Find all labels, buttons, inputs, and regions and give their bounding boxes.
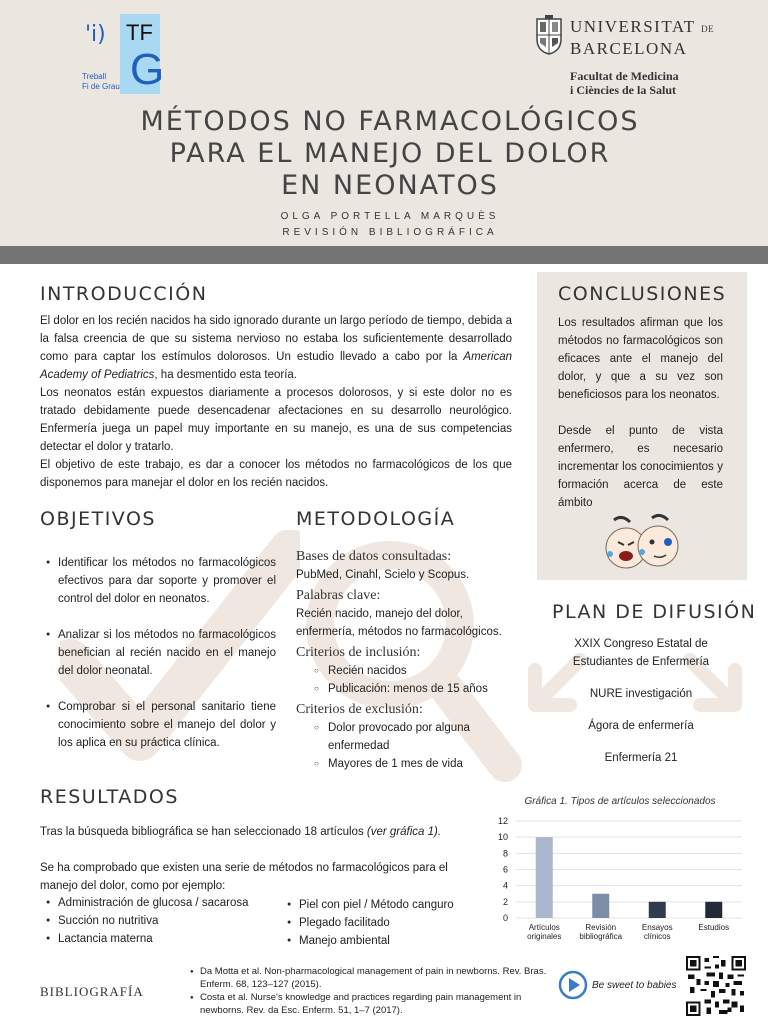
intro-p1-end: , ha desmentido esta teoría. xyxy=(154,369,297,381)
introduccion-paragraph-3: El objetivo de este trabajo, es dar a conocer los métodos no farmacológicos de los que disponemos para manejar el dolor en los recién nacidos. xyxy=(40,459,512,489)
resultados-body xyxy=(40,823,485,895)
poster-title xyxy=(100,106,680,202)
introduccion-heading: INTRODUCCIÓN xyxy=(40,283,208,305)
author-name: OLGA PORTELLA MARQUÈS xyxy=(280,211,500,222)
exclusion-list xyxy=(314,719,504,773)
faculty-name xyxy=(570,69,679,97)
university-name-line1: UNIVERSITAT xyxy=(570,17,696,36)
university-name xyxy=(570,17,714,58)
bibliografia-list xyxy=(190,965,550,1017)
conclusiones-paragraph-1: Los resultados afirman que los métodos no farmacológicos son eficaces ante el manejo del dolor, y que a su vez son beneficiosos para los neonatos. xyxy=(558,317,723,401)
chart-svg xyxy=(490,811,750,956)
chart-x-tick-label: Ensayos xyxy=(641,923,673,932)
objetivo-item: ● Identificar los métodos no farmacológicos efectivos para dar soporte y promover el control del dolor en neonatos. xyxy=(46,554,276,608)
university-crest-icon xyxy=(535,15,563,55)
tfg-sub-line1: Treball xyxy=(82,72,107,81)
claves-heading: Palabras clave: xyxy=(296,588,381,603)
objetivo-item: ● Analizar si los métodos no farmacológicos benefician al recién nacido en el manejo del dolor neonatal. xyxy=(46,626,276,680)
conclusiones-paragraph-2: Desde el punto de vista enfermero, es necesario incrementar los conocimientos y formación acerca de este ámbito xyxy=(558,425,723,509)
metodo-item: ● Manejo ambiental xyxy=(287,932,487,950)
qr-code-icon[interactable] xyxy=(686,956,746,1016)
metodologia-heading: METODOLOGÍA xyxy=(296,508,456,530)
chart-x-tick-label: originales xyxy=(527,932,562,941)
play-video-icon[interactable] xyxy=(558,970,588,1000)
difusion-item: Ágora de enfermería xyxy=(588,720,694,732)
title-line-1: MÉTODOS NO FARMACOLÓGICOS xyxy=(140,106,640,137)
metodos-list-col2 xyxy=(287,896,487,950)
chart-bar xyxy=(592,894,609,918)
faculty-line2: i Ciències de la Salut xyxy=(570,83,677,97)
metodo-item: ● Lactancia materna xyxy=(46,930,286,948)
babies-faces-icon xyxy=(596,512,686,572)
chart-y-tick-label: 0 xyxy=(502,913,508,923)
tfg-logo-letters: TF xyxy=(126,20,153,45)
title-line-2: PARA EL MANEJO DEL DOLOR xyxy=(169,138,611,169)
bibliografia-heading: BIBLIOGRAFÍA xyxy=(40,984,144,999)
inclusion-heading: Criterios de inclusión: xyxy=(296,645,421,660)
tfg-sub-line2: Fi de Grau xyxy=(82,82,120,91)
difusion-list xyxy=(550,635,732,767)
chart-y-tick-label: 8 xyxy=(502,848,508,859)
claves-text: Recién nacido, manejo del dolor, enfermería, métodos no farmacológicos. xyxy=(296,608,502,638)
resultados-paragraph-2: Se ha comprobado que existen una serie de métodos no farmacológicos para el manejo del dolor, como por ejemplo: xyxy=(40,862,448,892)
difusion-item: XXIX Congreso Estatal de Estudiantes de Enfermería xyxy=(572,638,710,668)
chart-bar xyxy=(649,902,666,918)
inclusion-item: ○ Recién nacidos xyxy=(314,662,521,680)
bases-text: PubMed, Cinahl, Scielo y Scopus. xyxy=(296,569,470,581)
chart-y-tick-label: 4 xyxy=(502,880,508,891)
title-line-3: EN NEONATOS xyxy=(281,170,499,201)
chart-x-tick-label: clínicos xyxy=(643,932,671,941)
inclusion-list xyxy=(314,662,521,698)
header-divider-bar xyxy=(0,246,768,264)
chart-x-tick-label: bibliográfica xyxy=(579,932,623,941)
intro-p1-italic: American Academy of Pediatrics xyxy=(40,351,512,381)
faculty-line1: Facultat de Medicina xyxy=(570,69,679,83)
inclusion-item: ○ Publicación: menos de 15 años xyxy=(314,680,521,698)
chart-x-tick-label: Estudios xyxy=(698,923,730,932)
resultados-heading: RESULTADOS xyxy=(40,786,179,808)
university-name-line2: BARCELONA xyxy=(570,39,688,58)
university-name-de: DE xyxy=(701,24,715,34)
objetivo-item: ● Comprobar si el personal sanitario tiene conocimiento sobre el manejo del dolor y los aplica en su práctica clínica. xyxy=(46,698,276,752)
university-logo xyxy=(535,15,735,105)
bibliografia-item: ● Da Motta et al. Non-pharmacological management of pain in newborns. Rev. Bras. Enferm. 68, 123–127 (2015). xyxy=(190,965,550,991)
conclusiones-body xyxy=(558,314,723,512)
introduccion-paragraph-1 xyxy=(40,312,512,384)
tfg-logo-symbol: 'i) xyxy=(85,22,106,47)
chart-x-tick-label: Revisión xyxy=(585,923,617,932)
metodo-item: ● Succión no nutritiva xyxy=(46,912,286,930)
chart-bar xyxy=(536,837,553,918)
review-type: REVISIÓN BIBLIOGRÁFICA xyxy=(282,227,498,238)
chart-y-tick-label: 10 xyxy=(497,832,508,843)
objetivos-heading: OBJETIVOS xyxy=(40,508,156,530)
metodo-item: ● Administración de glucosa / sacarosa xyxy=(46,894,286,912)
difusion-item: Enfermería 21 xyxy=(604,752,678,764)
intro-p1-start: El dolor en los recién nacidos ha sido ignorado durante un largo período de tiempo, debida a la falsa creencia de que su sistema nervioso no estaba los suficientemente desarrollado como para captar los estímulos dolorosos. Un estudio llevado a cabo por la xyxy=(40,315,512,363)
tfg-logo-letter-g: G xyxy=(130,45,165,94)
tfg-logo-subtitle xyxy=(82,72,122,92)
difusion-item: NURE investigación xyxy=(589,688,693,700)
resultados-p1-start: Tras la búsqueda bibliográfica se han seleccionado 18 artículos xyxy=(40,826,367,838)
chart-y-tick-label: 12 xyxy=(497,816,508,826)
metodo-item: ● Plegado facilitado xyxy=(287,914,487,932)
articles-chart xyxy=(490,796,750,956)
metodos-list-col1 xyxy=(46,894,286,948)
chart-title: Gráfica 1. Tipos de artículos seleccionados xyxy=(524,796,716,807)
chart-x-tick-label: Artículos xyxy=(528,923,560,932)
exclusion-heading: Criterios de exclusión: xyxy=(296,702,423,717)
metodologia-body xyxy=(296,545,521,773)
objetivos-list xyxy=(46,554,276,752)
resultados-p1-italic: (ver gráfica 1). xyxy=(366,826,442,838)
metodo-item: ● Piel con piel / Método canguro xyxy=(287,896,487,914)
exclusion-item: ○ Mayores de 1 mes de vida xyxy=(314,755,504,773)
introduccion-body xyxy=(40,312,512,492)
chart-y-tick-label: 6 xyxy=(502,864,508,875)
difusion-heading: PLAN DE DIFUSIÓN xyxy=(552,601,757,623)
introduccion-paragraph-2: Los neonatos están expuestos diariamente a procesos dolorosos, y si este dolor no es tratado debidamente puede desencadenar afectaciones en su desarrollo neurológico. Enfermería juega un papel muy importante en su manejo, es una de sus competencias detectar el dolor y tratarlo. xyxy=(40,387,512,453)
conclusiones-heading: CONCLUSIONES xyxy=(558,283,727,305)
video-link-label[interactable]: Be sweet to babies xyxy=(592,980,677,991)
chart-bar xyxy=(705,902,722,918)
tfg-logo xyxy=(80,14,165,96)
resultados-paragraph-1 xyxy=(40,823,485,841)
exclusion-item: ○ Dolor provocado por alguna enfermedad xyxy=(314,719,504,755)
bibliografia-item: ● Costa et al. Nurse's knowledge and practices regarding pain management in newborns. Rev. da Esc. Enferm. 51, 1–7 (2017). xyxy=(190,991,550,1017)
bases-heading: Bases de datos consultadas: xyxy=(296,549,452,564)
chart-y-tick-label: 2 xyxy=(502,896,508,907)
